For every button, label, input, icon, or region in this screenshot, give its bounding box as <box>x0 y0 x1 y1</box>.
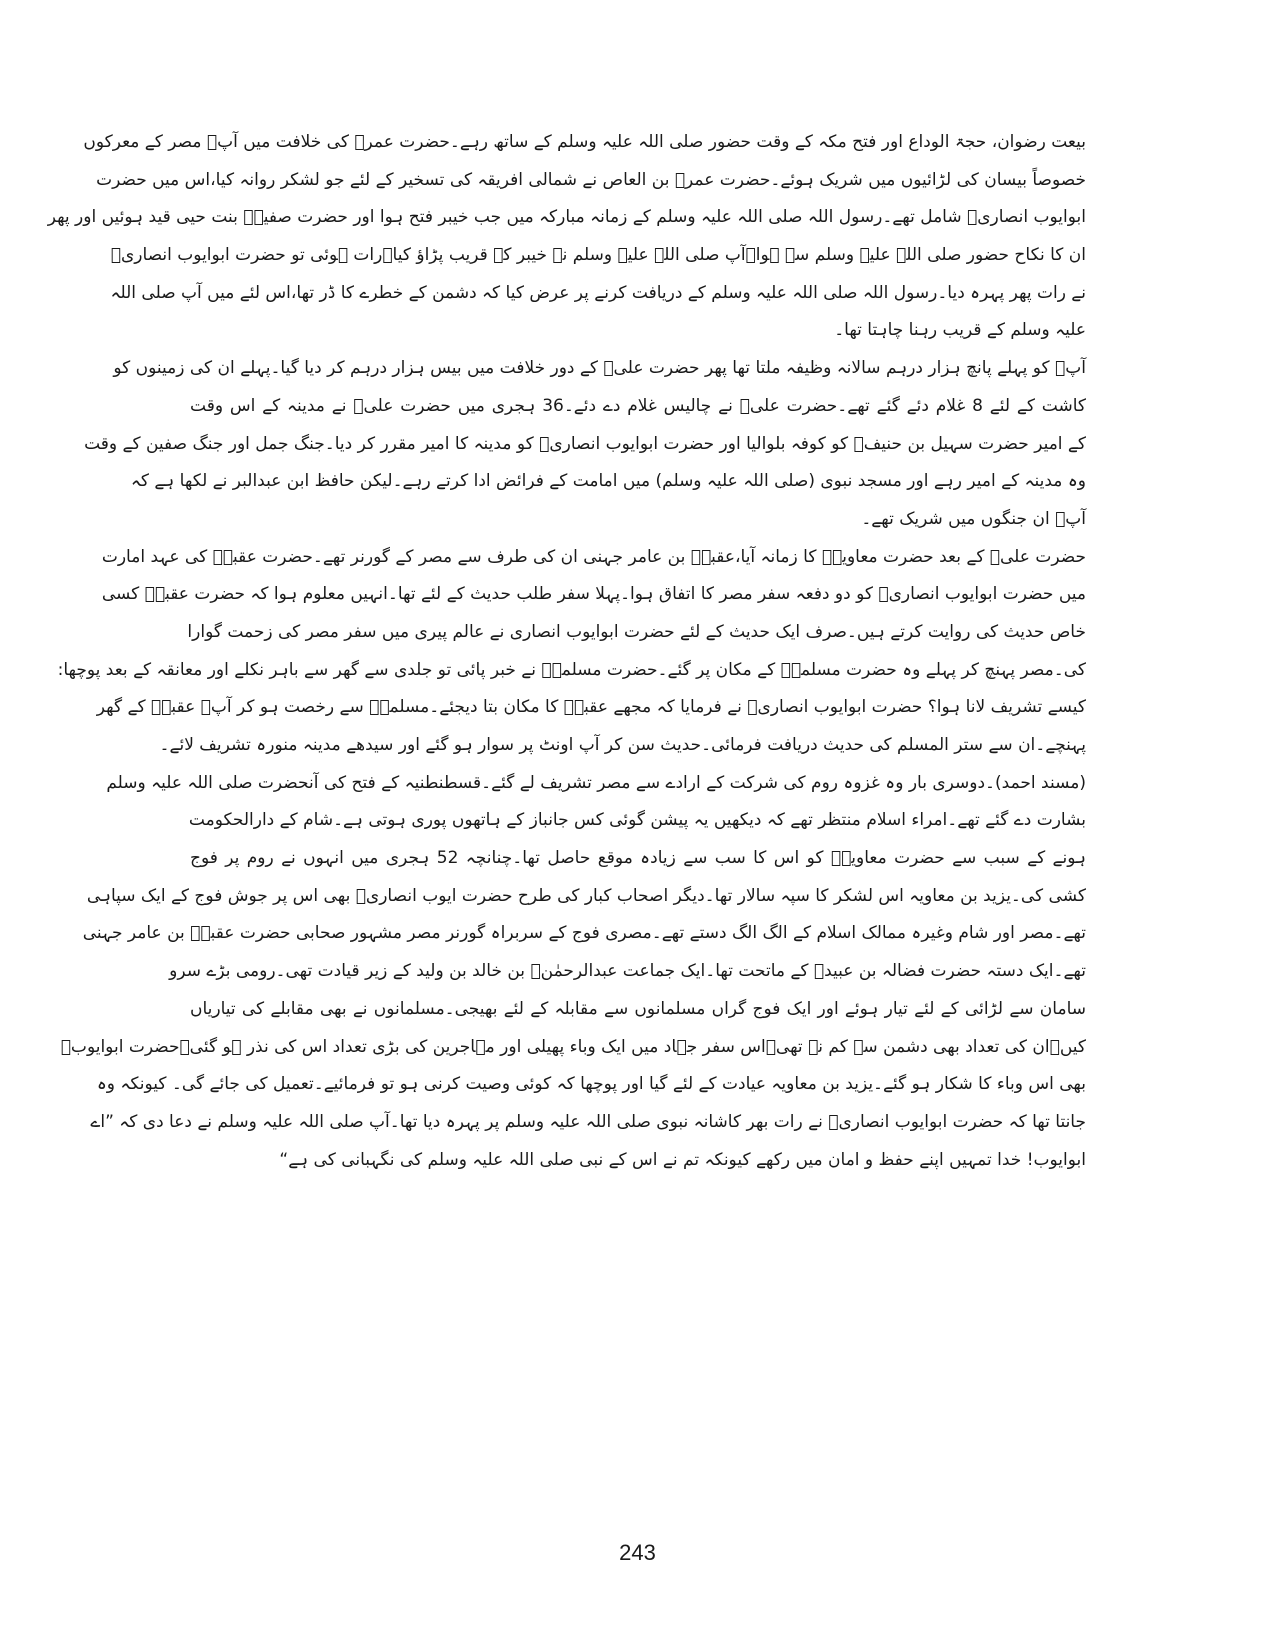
text-line: کشی کی۔یزید بن معاویہ اس لشکر کا سپہ سالار تھا۔دیگر اصحاب کبار کی طرح حضرت ایوب انصاریؓ بھی اس پر جوش فوج کے ایک سپاہی <box>86 885 1086 906</box>
text-line: کیں۔ان کی تعداد بھی دشمن سے کم نہ تھی۔اس سفر جہاد میں ایک وباء پھیلی اور مہاجرین کی بڑی تعداد اس کی نذر ہو گئی۔حضرت ابوایوبؓ <box>60 1036 1086 1057</box>
text-line: بھی اس وباء کا شکار ہو گئے۔یزید بن معاویہ عیادت کے لئے گیا اور پوچھا کہ کوئی وصیت کرنی ہو تو فرمائیے۔تعمیل کی جائے گی۔ کیونکہ وہ <box>96 1074 1086 1095</box>
text-line: ابوایوب انصاریؓ شامل تھے۔رسول اللہ صلی اللہ علیہ وسلم کے زمانہ مبارکہ میں جب خیبر فتح ہوا اور حضرت صفیہؓ بنت حیی قید ہوئیں اور پھر <box>47 207 1086 228</box>
text-line: میں حضرت ابوایوب انصاریؓ کو دو دفعہ سفر مصر کا اتفاق ہوا۔پہلا سفر طلب حدیث کے لئے تھا۔انہیں معلوم ہوا کہ حضرت عقبہؓ کسی <box>101 584 1086 605</box>
text-line: بشارت دے گئے تھے۔امراء اسلام منتظر تھے کہ دیکھیں یہ پیشن گوئی کس جانباز کے ہاتھوں پوری ہوتی ہے۔شام کے دارالحکومت <box>188 810 1086 831</box>
text-line: ان کا نکاح حضور صلی اللہ علیہ وسلم سے ہوا۔آپ صلی اللہ علیہ وسلم نے خیبر کے قریب پڑاؤ کیا۔رات ہوئی تو حضرت ابوایوب انصاریؓ <box>110 245 1086 266</box>
text-line: پہنچے۔ان سے ستر المسلم کی حدیث دریافت فرمائی۔حدیث سن کر آپ اونٹ پر سوار ہو گئے اور سیدھے مدینہ منورہ تشریف لائے۔ <box>159 735 1086 755</box>
body-text <box>47 124 1086 1179</box>
text-line: کاشت کے لئے 8 غلام دئے گئے تھے۔حضرت علیؓ نے چالیس غلام دے دئے۔36 ہجری میں حضرت علیؓ نے مدینہ کے اس وقت <box>190 395 1086 416</box>
text-line: تھے۔مصر اور شام وغیرہ ممالک اسلام کے الگ الگ دستے تھے۔مصری فوج کے سربراہ گورنر مصر مشہور صحابی حضرت عقبہؓ بن عامر جہنی <box>82 923 1086 944</box>
text-line: خاص حدیث کی روایت کرتے ہیں۔صرف ایک حدیث کے لئے حضرت ابوایوب انصاری نے عالم پیری میں سفر مصر کی زحمت گوارا <box>187 621 1086 642</box>
text-line: کیسے تشریف لانا ہوا؟ حضرت ابوایوب انصاریؓ نے فرمایا کہ مجھے عقبہؓ کا مکان بتا دیجئے۔مسلمہؓ سے رخصت ہو کر آپؓ عقبہؓ کے گھر <box>96 697 1086 718</box>
text-line: جانتا تھا کہ حضرت ابوایوب انصاریؓ نے رات بھر کاشانہ نبوی صلی اللہ علیہ وسلم پر پہرہ دیا تھا۔آپ صلی اللہ علیہ وسلم نے دعا دی کہ ”اے <box>90 1111 1086 1132</box>
text-line: ابوایوب! خدا تمہیں اپنے حفظ و امان میں رکھے کیونکہ تم نے اس کے نبی صلی اللہ علیہ وسلم کی نگہبانی کی ہے“ <box>279 1149 1086 1170</box>
text-line: سامان سے لڑائی کے لئے تیار ہوئے اور ایک فوج گراں مسلمانوں سے مقابلہ کے لئے بھیجی۔مسلمانوں نے بھی مقابلے کی تیاریاں <box>190 998 1086 1019</box>
text-line: حضرت علیؓ کے بعد حضرت معاویہؓ کا زمانہ آیا،عقبہؓ بن عامر جہنی ان کی طرف سے مصر کے گورنر تھے۔حضرت عقبہؓ کی عہد امارت <box>101 546 1086 567</box>
text-line: علیہ وسلم کے قریب رہنا چاہتا تھا۔ <box>834 320 1086 341</box>
text-line: بیعت رضوان، حجۃ الوداع اور فتح مکہ کے وقت حضور صلی اللہ علیہ وسلم کے ساتھ رہے۔حضرت عمرؓ کی خلافت میں آپؓ مصر کے معرکوں <box>83 132 1086 152</box>
text-line: کی۔مصر پہنچ کر پہلے وہ حضرت مسلمہؓ کے مکان پر گئے۔حضرت مسلمہؓ نے خبر پائی تو جلدی سے گھر سے باہر نکلے اور معانقہ کے بعد پوچھا: <box>57 659 1086 680</box>
text-line: نے رات پھر پہرہ دیا۔رسول اللہ صلی اللہ علیہ وسلم کے دریافت کرنے پر عرض کیا کہ دشمن کے خطرے کا ڈر تھا،اس لئے میں آپ صلی اللہ <box>110 282 1086 303</box>
text-line: (مسند احمد)۔دوسری بار وہ غزوہ روم کی شرکت کے ارادے سے مصر تشریف لے گئے۔قسطنطنیہ کے فتح کی آنحضرت صلی اللہ علیہ وسلم <box>106 772 1086 793</box>
text-line: خصوصاً بیسان کی لڑائیوں میں شریک ہوئے۔حضرت عمرؓ بن العاص نے شمالی افریقہ کی تسخیر کے لئے جو لشکر روانہ کیا،اس میں حضرت <box>96 169 1086 190</box>
page-number: 243 <box>619 1540 656 1565</box>
text-line: ہونے کے سبب سے حضرت معاویہؓ کو اس کا سب سے زیادہ موقع حاصل تھا۔چنانچہ 52 ہجری میں انہوں نے روم پر فوج <box>190 848 1086 869</box>
text-line: وہ مدینہ کے امیر رہے اور مسجد نبوی (صلی اللہ علیہ وسلم) میں امامت کے فرائض ادا کرتے رہے۔لیکن حافظ ابن عبدالبر نے لکھا ہے کہ <box>130 471 1086 492</box>
text-line: کے امیر حضرت سہیل بن حنیفؓ کو کوفہ بلوالیا اور حضرت ابوایوب انصاریؓ کو مدینہ کا امیر مقرر کر دیا۔جنگ جمل اور جنگ صفین کے وقت <box>84 433 1086 454</box>
text-line: آپؓ کو پہلے پانچ ہزار درہم سالانہ وظیفہ ملتا تھا پھر حضرت علیؓ کے دور خلافت میں بیس ہزار درہم کر دیا گیا۔پہلے ان کی زمینوں کو <box>113 358 1086 379</box>
text-line: آپؓ ان جنگوں میں شریک تھے۔ <box>861 508 1086 529</box>
text-line: تھے۔ایک دستہ حضرت فضالہ بن عبیدؓ کے ماتحت تھا۔ایک جماعت عبدالرحمٰنؓ بن خالد بن ولید کے زیر قیادت تھی۔رومی بڑے سرو <box>169 961 1086 982</box>
